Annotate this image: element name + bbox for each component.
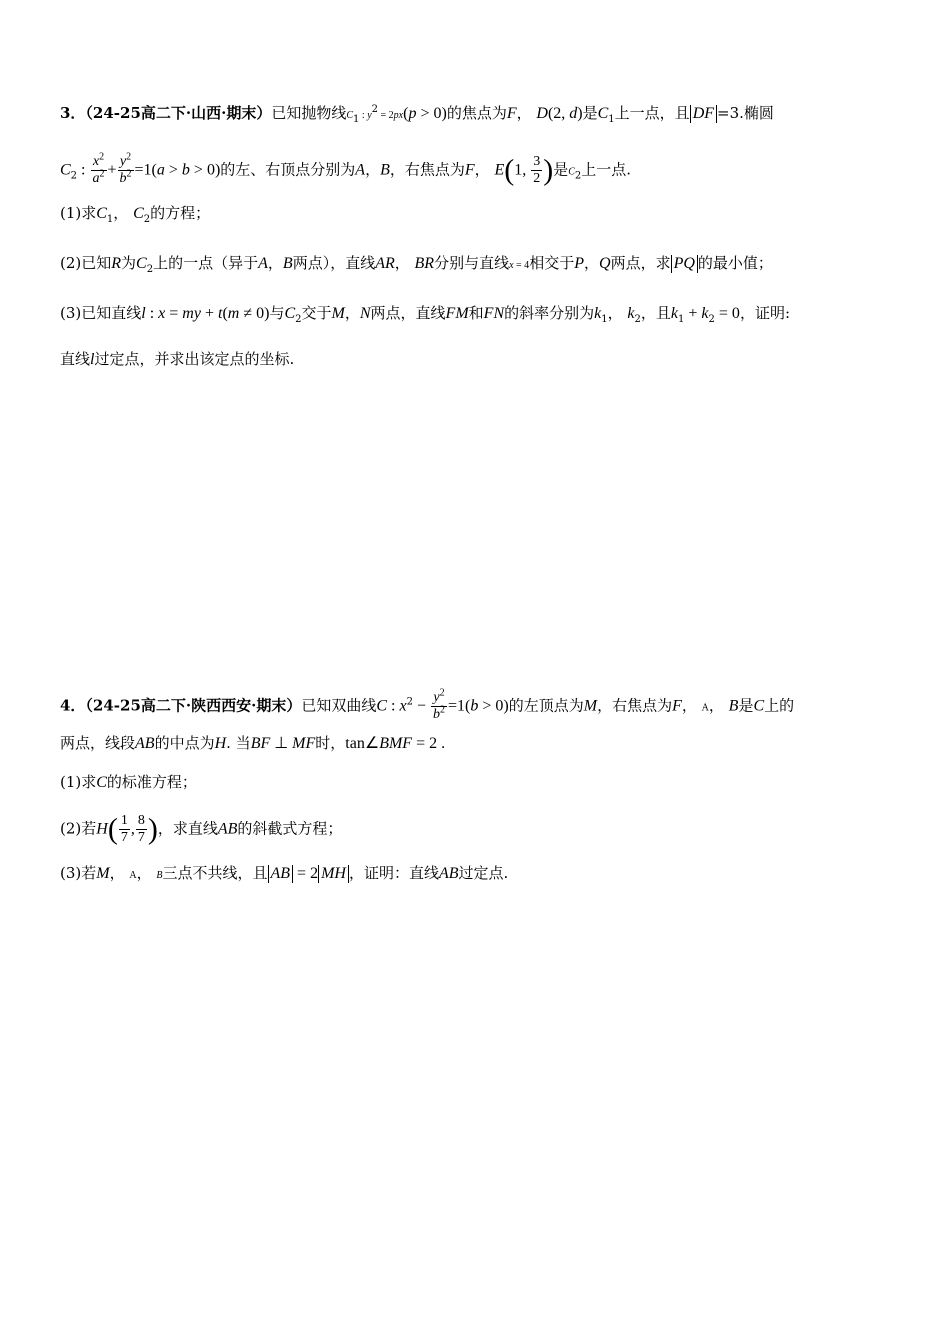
y2-over-b2-fraction-q4: $\frac{y^2}{b^2}$ <box>433 687 446 722</box>
one-seventh-fraction: $\frac{1}{7}$ <box>120 813 128 845</box>
q3-part-3: (3)已知直线l : x = my + t(m ≠ 0)与$C_2$交于M，N两点，直线FM和FN的斜率分别为$k_1$， $k_2$，且$k_1 + k_2 = 0$，证明: <box>60 304 790 325</box>
three-halves-fraction: $\frac{3}{2}$ <box>533 154 541 186</box>
q4-part-2: (2)若H( $\frac{1}{7}$ , $\frac{8}{7}$ )，求直线AB的斜截式方程； <box>60 812 343 846</box>
q3-part-3-cont: 直线l过定点，并求出该定点的坐标. <box>60 350 295 368</box>
q4-part-3: (3)若M， A， B三点不共线，且 AB = 2 MH ，证明：直线AB过定点. <box>60 864 509 882</box>
q3-part-2: (2)已知R为$C_2$上的一点（异于A，B两点），直线AR， BR分别与直线x = 4相交于P，Q两点，求 PQ 的最小值； <box>60 254 773 275</box>
eight-sevenths-fraction: $\frac{8}{7}$ <box>137 813 145 845</box>
y2-over-b2-fraction: $\frac{y^2}{b^2}$ <box>119 151 132 186</box>
q4-line-1: 4．（24-25高二下·陕西西安·期末）已知双曲线C : $x^2$ − $\frac{y^2}{b^2}$ =1(b > 0)的左顶点为M，右焦点为F， A， B是C上的 <box>60 687 795 722</box>
q3-line-1: 3．（24-25高二下·山西·期末）已知抛物线$C_1$ : $y^2 = 2px(p > 0)$的焦点为F， D(2, d)是$C_1$上一点，且 DF =3.椭圆 <box>60 104 774 125</box>
q4-header: 4．（24-25高二下·陕西西安·期末） <box>60 696 302 715</box>
q3-part-1: (1)求$C_1$， $C_2$的方程； <box>60 204 211 225</box>
q4-line-2: 两点，线段AB的中点为H. 当BF ⊥ MF时，tan∠BMF = 2 . <box>60 734 446 752</box>
q4-part-1: (1)求C的标准方程； <box>60 773 197 791</box>
q3-line-2: $C_2$ : $\frac{x^2}{a^2}$ + $\frac{y^2}{b^2}$ =1(a > b > 0)的左、右顶点分别为A，B，右焦点为F， E(1, $\frac{3}{2}$ )是$C_2$上一点. <box>60 151 632 187</box>
x2-over-a2-fraction: $\frac{x^2}{a^2}$ <box>92 151 105 186</box>
q3-header: 3．（24-25高二下·山西·期末） <box>60 104 272 122</box>
